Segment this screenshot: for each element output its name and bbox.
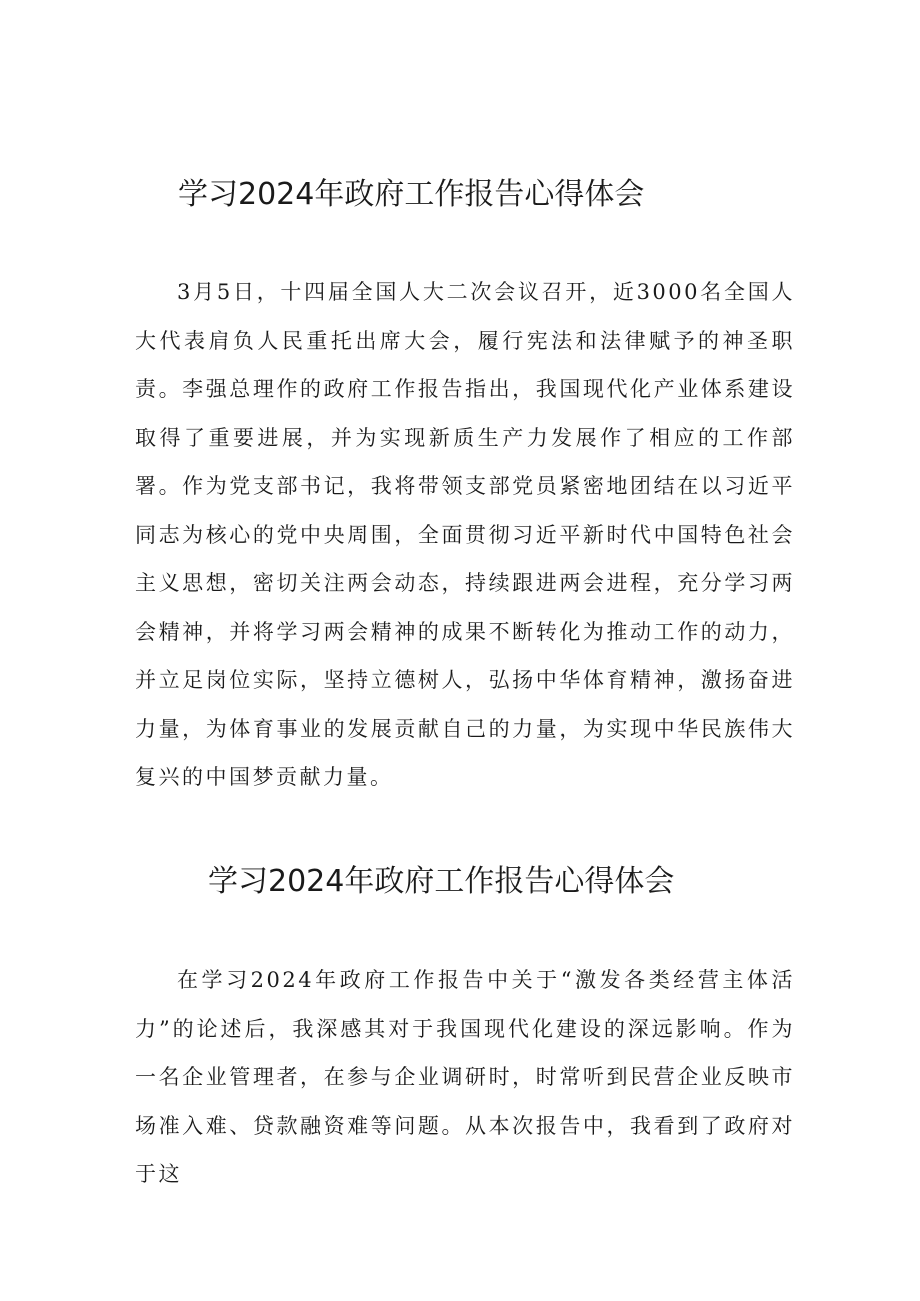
section-title-2: 学习2024年政府工作报告心得体会 [208,864,675,899]
section-title-1: 学习2024年政府工作报告心得体会 [178,177,645,212]
section-paragraph-2: 在学习2024年政府工作报告中关于“激发各类经营主体活力”的论述后，我深感其对于我国现代化建设的深远影响。作为一名企业管理者，在参与企业调研时，时常听到民营企业反映市场准入难、贷款融资难等问题。从本次报告中，我看到了政府对于这 [135,968,795,1186]
section-paragraph-1: 3月5日，十四届全国人大二次会议召开，近3000名全国人大代表肩负人民重托出席大会，履行宪法和法律赋予的神圣职责。李强总理作的政府工作报告指出，我国现代化产业体系建设取得了重要进展，并为实现新质生产力发展作了相应的工作部署。作为党支部书记，我将带领支部党员紧密地团结在以习近平同志为核心的党中央周围，全面贯彻习近平新时代中国特色社会主义思想，密切关注两会动态，持续跟进两会进程，充分学习两会精神，并将学习两会精神的成果不断转化为推动工作的动力，并立足岗位实际，坚持立德树人，弘扬中华体育精神，激扬奋进力量，为体育事业的发展贡献自己的力量，为实现中华民族伟大复兴的中国梦贡献力量。 [135,280,795,789]
